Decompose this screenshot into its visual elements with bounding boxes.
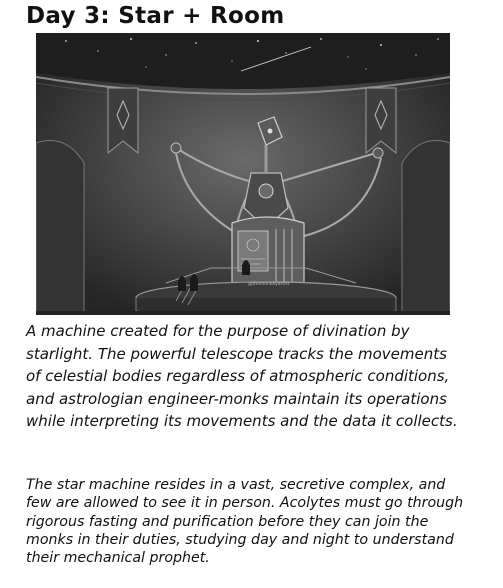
left-archway [36, 141, 84, 316]
artist-watermark: @themonkeyartist [248, 282, 290, 287]
page-title: Day 3: Star + Room [26, 3, 285, 29]
description-paragraph-1: A machine created for the purpose of divination by starlight. The powerful telescope tracks the movements of celestial bodies regardless of atmospheric conditions, and astrologian engineer-monks maintain its operations while interpreting its movements and the data it collects. [26, 322, 458, 430]
star-machine-illustration [36, 33, 450, 315]
right-hand [373, 148, 383, 158]
left-hand [171, 143, 181, 153]
description-paragraph-2: The star machine resides in a vast, secretive complex, and few are allowed to see it in person. Acolytes must go through rigorous fasting and purification before they can join the monks in their duties, studying day and night to understand their mechanical prophet. [26, 477, 464, 567]
right-archway [402, 141, 450, 316]
night-sky [36, 33, 450, 89]
